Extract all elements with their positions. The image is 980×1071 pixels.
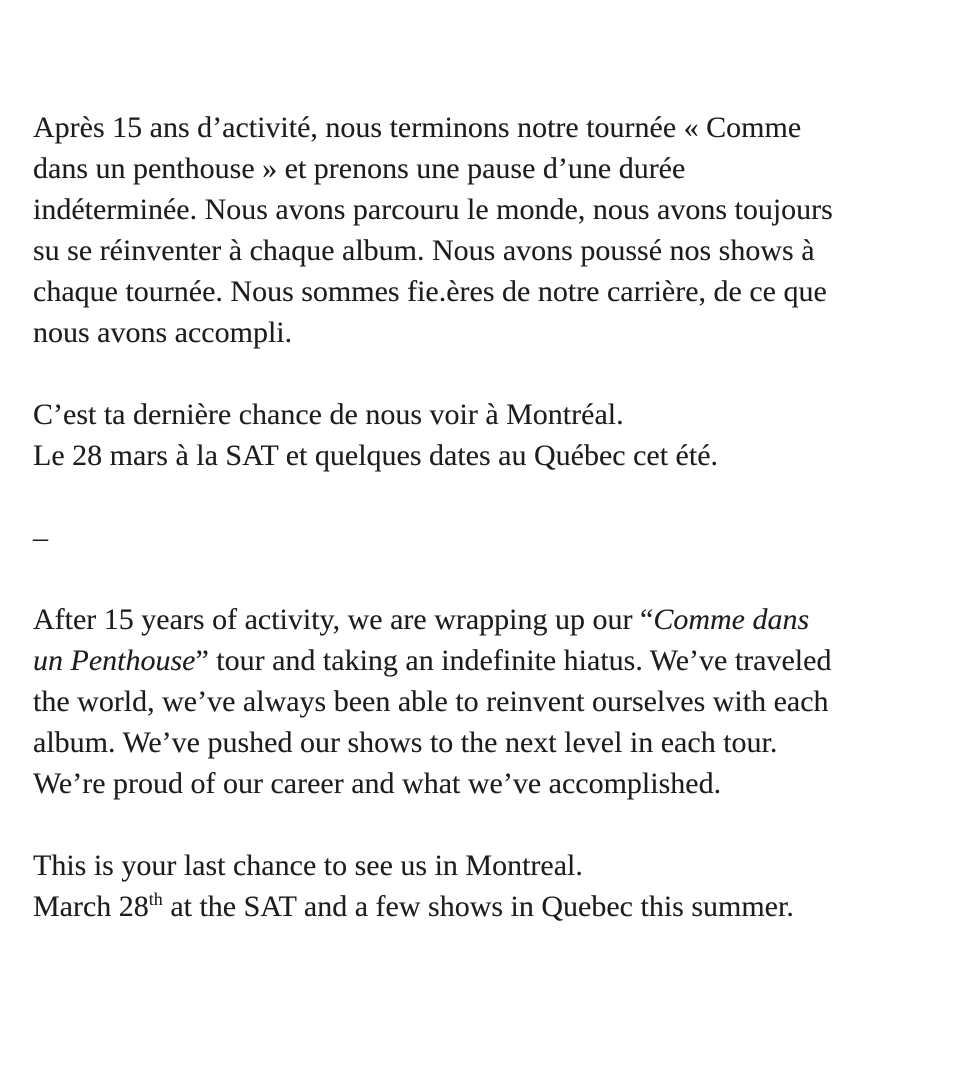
- date-prefix: March 28: [33, 890, 149, 923]
- french-paragraph-line: nous avons accompli.: [33, 316, 293, 349]
- ordinal-superscript: th: [148, 889, 163, 909]
- french-paragraph: [33, 107, 960, 353]
- english-paragraph: [33, 599, 960, 804]
- english-paragraph-line: [33, 599, 960, 640]
- english-paragraph-line: album. We’ve pushed our shows to the next level in each tour.: [33, 726, 778, 759]
- french-cta: [33, 394, 960, 476]
- tour-title-italic: un Penthouse: [33, 644, 196, 677]
- french-paragraph-line: chaque tournée. Nous sommes fie.ères de notre carrière, de ce que: [33, 275, 827, 308]
- french-cta-line: C’est ta dernière chance de nous voir à Montréal.: [33, 398, 624, 431]
- english-cta-line: [33, 886, 960, 927]
- french-paragraph-line: indéterminée. Nous avons parcouru le monde, nous avons toujours: [33, 193, 833, 226]
- english-cta-line: This is your last chance to see us in Montreal.: [33, 849, 583, 882]
- english-paragraph-line: [33, 640, 960, 681]
- announcement-text: [33, 107, 960, 927]
- english-line2-text: ” tour and taking an indefinite hiatus. We’ve traveled: [195, 644, 832, 677]
- english-paragraph-line: We’re proud of our career and what we’ve accomplished.: [33, 767, 722, 800]
- tour-title-italic: Comme dans: [653, 603, 810, 636]
- french-paragraph-line: su se réinventer à chaque album. Nous avons poussé nos shows à: [33, 234, 815, 267]
- french-paragraph-line: dans un penthouse » et prenons une pause d’une durée: [33, 152, 686, 185]
- english-cta: [33, 845, 960, 927]
- separator-dash: –: [33, 521, 48, 554]
- english-paragraph-line: the world, we’ve always been able to reinvent ourselves with each: [33, 685, 829, 718]
- french-cta-line: Le 28 mars à la SAT et quelques dates au Québec cet été.: [33, 439, 719, 472]
- date-suffix: at the SAT and a few shows in Quebec this summer.: [162, 890, 794, 923]
- language-separator: [33, 517, 960, 558]
- english-line1-text: After 15 years of activity, we are wrapping up our “: [33, 603, 654, 636]
- french-paragraph-line: Après 15 ans d’activité, nous terminons notre tournée « Comme: [33, 111, 802, 144]
